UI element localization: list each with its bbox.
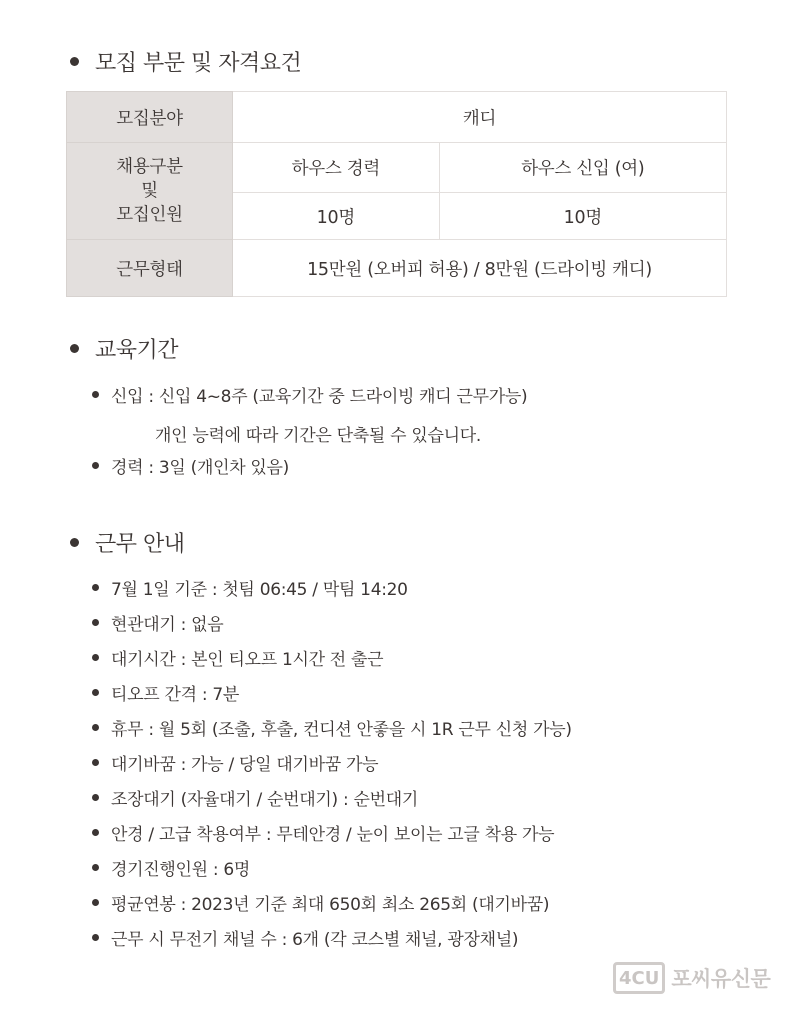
list-item xyxy=(92,780,572,815)
bullet-icon xyxy=(70,538,79,547)
list-item-text: 근무 시 무전기 채널 수 : 6개 (각 코스별 채널, 광장채널) xyxy=(111,930,519,950)
logo-mark: 4CU xyxy=(613,962,665,994)
section-title-text: 교육기간 xyxy=(95,338,179,363)
list-item-text: 평균연봉 : 2023년 기준 최대 650회 최소 265회 (대기바꿈) xyxy=(111,895,550,915)
section-title-recruit xyxy=(70,46,301,77)
table-header-cell: 채용구분 및 모집인원 xyxy=(67,143,233,240)
list-item-text: 티오프 간격 : 7분 xyxy=(111,685,239,705)
bullet-icon xyxy=(92,829,99,836)
bullet-icon xyxy=(92,794,99,801)
table-cell: 하우스 신입 (여) xyxy=(439,143,726,193)
table-header-cell: 근무형태 xyxy=(67,240,233,297)
table-row xyxy=(67,92,727,143)
bullet-icon xyxy=(92,689,99,696)
list-item-text: 안경 / 고급 착용여부 : 무테안경 / 눈이 보이는 고글 착용 가능 xyxy=(111,825,555,845)
training-list xyxy=(92,377,527,412)
bullet-icon xyxy=(92,619,99,626)
bullet-icon xyxy=(70,344,79,353)
section-title-text: 모집 부문 및 자격요건 xyxy=(95,51,302,76)
logo-name: 포씨유신문 xyxy=(671,967,771,991)
recruit-table xyxy=(66,91,727,297)
list-item-text: 대기바꿈 : 가능 / 당일 대기바꿈 가능 xyxy=(111,755,379,775)
list-item-text: 대기시간 : 본인 티오프 1시간 전 출근 xyxy=(111,650,384,670)
list-item xyxy=(92,885,572,920)
table-cell: 하우스 경력 xyxy=(233,143,440,193)
list-item xyxy=(92,815,572,850)
list-item xyxy=(92,850,572,885)
training-list xyxy=(92,448,289,483)
work-info-list xyxy=(92,570,572,955)
bullet-icon xyxy=(92,864,99,871)
list-item xyxy=(92,745,572,780)
bullet-icon xyxy=(92,654,99,661)
bullet-icon xyxy=(92,759,99,766)
list-item xyxy=(92,710,572,745)
table-cell: 10명 xyxy=(439,193,726,240)
list-item-text: 조장대기 (자율대기 / 순번대기) : 순번대기 xyxy=(111,790,418,810)
list-item xyxy=(92,675,572,710)
table-cell: 캐디 xyxy=(233,92,727,143)
bullet-icon xyxy=(92,899,99,906)
list-item xyxy=(92,377,527,412)
list-item-continuation: 개인 능력에 따라 기간은 단축될 수 있습니다. xyxy=(155,426,481,446)
bullet-icon xyxy=(92,934,99,941)
bullet-icon xyxy=(92,462,99,469)
table-cell: 15만원 (오버피 허용) / 8만원 (드라이빙 캐디) xyxy=(233,240,727,297)
table-row xyxy=(67,143,727,193)
bullet-icon xyxy=(92,584,99,591)
list-item-text: 신입 : 신입 4~8주 (교육기간 중 드라이빙 캐디 근무가능) xyxy=(111,387,528,407)
list-item-text: 경기진행인원 : 6명 xyxy=(111,860,251,880)
list-item xyxy=(92,920,572,955)
list-item-text: 7월 1일 기준 : 첫팀 06:45 / 막팀 14:20 xyxy=(111,580,408,600)
table-header-cell: 모집분야 xyxy=(67,92,233,143)
list-item-text: 현관대기 : 없음 xyxy=(111,615,224,635)
bullet-icon xyxy=(92,724,99,731)
watermark-logo xyxy=(613,962,770,994)
bullet-icon xyxy=(92,391,99,398)
section-title-training xyxy=(70,333,178,364)
section-title-work-info xyxy=(70,527,185,558)
bullet-icon xyxy=(70,57,79,66)
table-cell: 10명 xyxy=(233,193,440,240)
section-title-text: 근무 안내 xyxy=(95,532,185,557)
list-item-text: 경력 : 3일 (개인차 있음) xyxy=(111,458,289,478)
list-item xyxy=(92,640,572,675)
list-item-text: 휴무 : 월 5회 (조출, 후출, 컨디션 안좋을 시 1R 근무 신청 가능) xyxy=(111,720,572,740)
list-item xyxy=(92,570,572,605)
list-item xyxy=(92,448,289,483)
list-item xyxy=(92,605,572,640)
table-row xyxy=(67,240,727,297)
